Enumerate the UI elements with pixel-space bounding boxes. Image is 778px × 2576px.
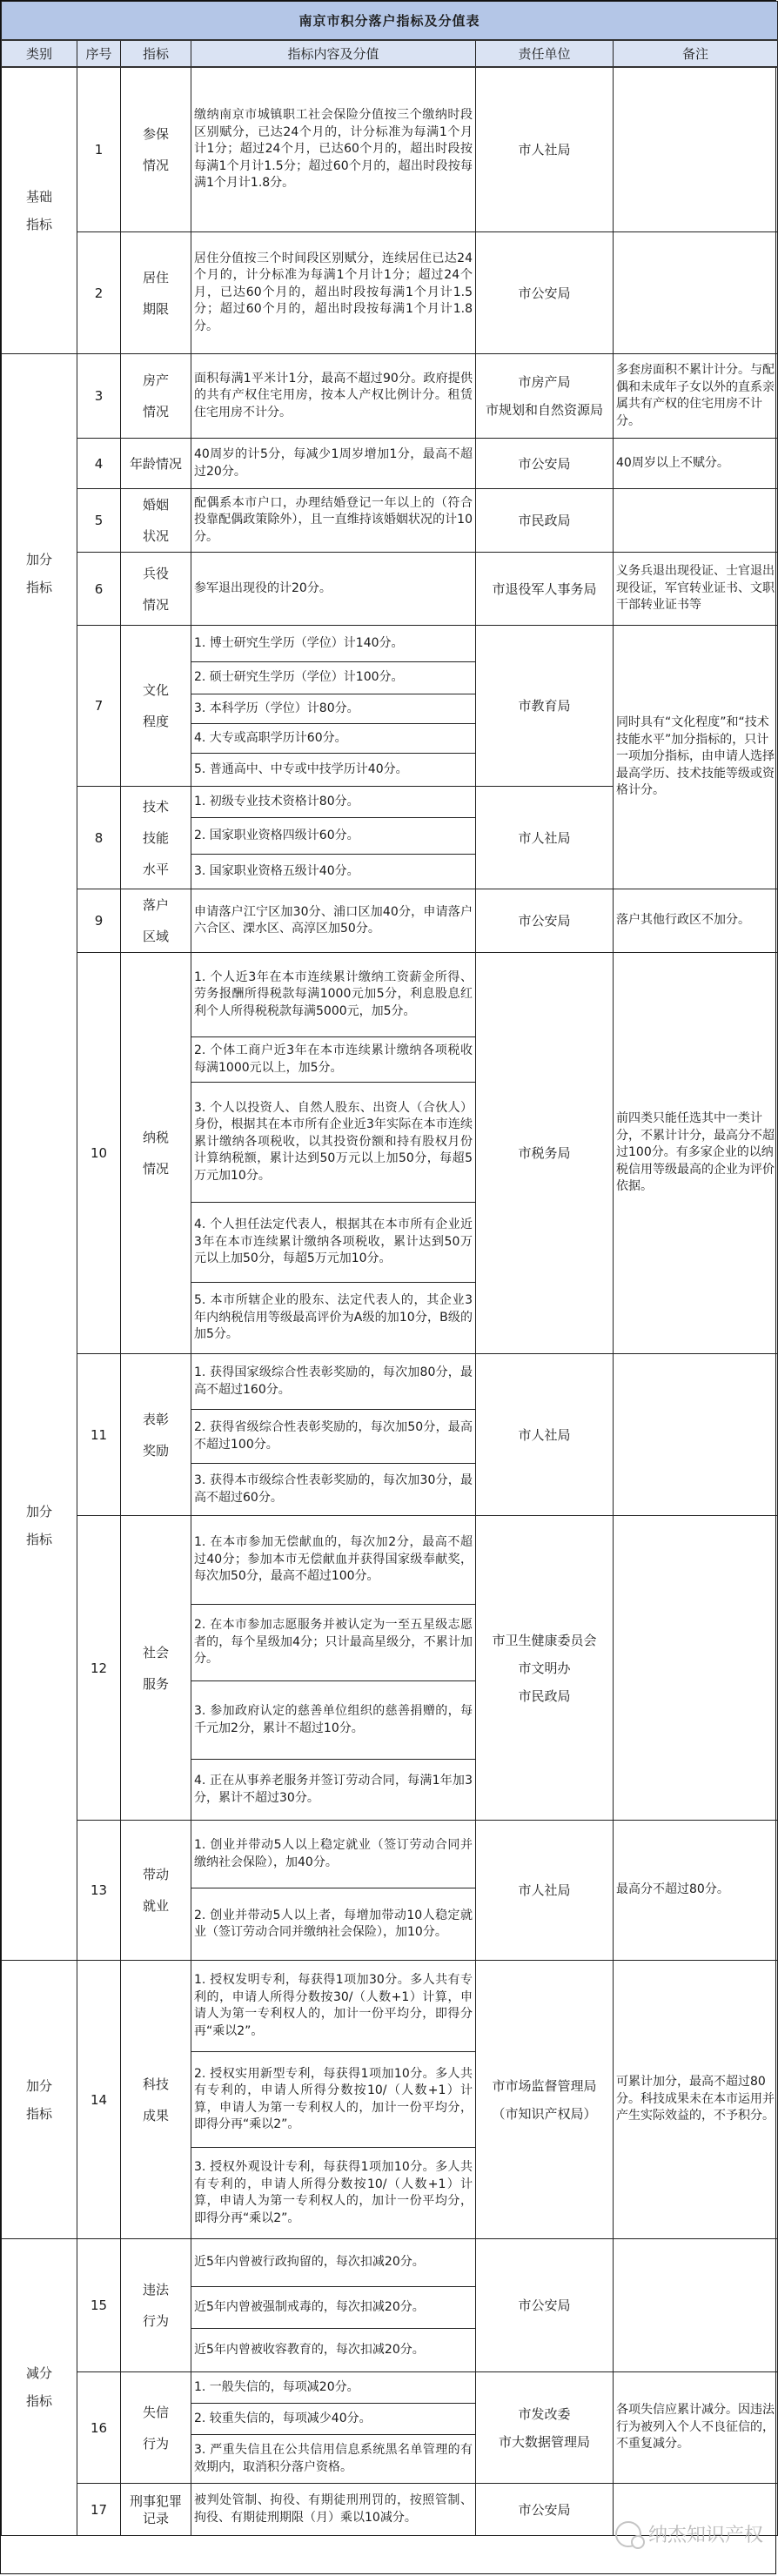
header-unit: 责任单位 [476,40,614,67]
responsible-unit: 市卫生健康委员会 [492,1632,597,1648]
table-row [2,439,778,489]
content-item: 3. 参加政府认定的慈善单位组织的慈善捐赠的，每千元加2分，累计不超过10分。 [191,1681,476,1760]
indicator-label: 区域 [142,929,169,944]
row-number: 4 [77,439,121,489]
indicator-label: 服务 [142,1675,169,1692]
table-row [2,1516,778,1605]
responsible-unit-cell [476,553,614,626]
indicator-cell [121,2372,191,2484]
header-category: 类别 [2,40,77,67]
indicator-label: 违法 [142,2282,169,2298]
responsible-unit: 市文明办 [518,1660,571,1676]
content-item: 1. 一般失信的，每项减20分。 [191,2372,476,2404]
note-cell [614,67,778,232]
content-item: 2. 较重失信的，每项减少40分。 [191,2404,476,2435]
category-label: 指标 [25,2393,52,2409]
responsible-unit: 市教育局 [518,698,571,714]
content-item: 2. 硕士研究生学历（学位）计100分。 [191,662,476,694]
content-item: 3. 严重失信且在公共信用信息系统黑名单管理的有效期内，取消积分落户资格。 [191,2435,476,2484]
responsible-unit-cell [476,1961,614,2239]
table-row [2,67,778,232]
responsible-unit-cell [476,626,614,787]
responsible-unit: 市公安局 [518,285,571,301]
category-label: 减分 [25,2365,52,2381]
content-item: 2. 获得省级综合性表彰奖励的，每次加50分，最高不超过100分。 [191,1410,476,1464]
note-cell [614,2239,778,2372]
content-item: 2. 个体工商户近3年在本市连续累计缴纳各项税收每满1000元以上，加5分。 [191,1037,476,1083]
indicator-label: 失信 [142,2404,169,2420]
row-number: 13 [77,1821,121,1961]
row-number: 16 [77,2372,121,2484]
responsible-unit-cell [476,787,614,889]
content-item: 3. 本科学历（学位）计80分。 [191,694,476,724]
row-number: 10 [77,953,121,1354]
category-cell [2,67,77,354]
row-number: 1 [77,67,121,232]
responsible-unit-cell [476,2484,614,2536]
header-number: 序号 [77,40,121,67]
row-number: 3 [77,354,121,439]
responsible-unit: 市人社局 [518,141,571,158]
row-number: 12 [77,1516,121,1821]
responsible-unit: （市知识产权局） [492,2105,597,2122]
row-number: 17 [77,2484,121,2536]
table-row [2,953,778,1037]
note-cell: 义务兵退出现役证、士官退出现役证，军官转业证书、文职干部转业证书等 [614,553,778,626]
table-row [2,2239,778,2287]
responsible-unit-cell [476,1354,614,1516]
responsible-unit: 市民政局 [518,513,571,528]
indicator-label: 房产 [142,372,169,388]
responsible-unit-cell [476,953,614,1354]
content-item: 4. 个人担任法定代表人，根据其在本市所有企业近3年在本市连续累计缴纳各项税收，累计达到50万元以上加50分，每超5万元加10分。 [191,1203,476,1283]
indicator-label: 表彰 [142,1411,169,1427]
responsible-unit: 市市场监督管理局 [492,2077,597,2094]
row-number: 11 [77,1354,121,1516]
indicator-cell [121,2484,191,2536]
indicator-cell [121,232,191,354]
indicator-label: 婚姻 [142,497,169,513]
indicator-label: 带动 [142,1867,169,1882]
indicator-label: 社会 [142,1644,169,1660]
content-item: 参军退出现役的计20分。 [191,553,476,626]
table-row [2,1821,778,1888]
indicator-label: 情况 [142,404,169,419]
responsible-unit-cell [476,1821,614,1961]
responsible-unit-cell [476,489,614,553]
responsible-unit: 市人社局 [518,1882,571,1898]
indicator-label: 成果 [142,2107,169,2123]
table-title: 南京市积分落户指标及分值表 [2,2,778,40]
indicator-cell [121,67,191,232]
indicator-cell [121,439,191,489]
content-item: 被判处管制、拘役、有期徒刑刑罚的，按照管制、拘役、有期徒刑期限（月）乘以10减分。 [191,2484,476,2536]
indicator-label: 期限 [142,300,169,317]
responsible-unit: 市人社局 [518,829,571,846]
indicator-label: 纳税 [142,1130,169,1145]
category-label: 指标 [25,2105,52,2122]
responsible-unit-cell [476,232,614,354]
wechat-icon [615,2521,641,2547]
table-row [2,553,778,626]
note-cell [614,489,778,553]
note-cell: 可累计加分，最高不超过80分。科技成果未在本市运用并产生实际效益的，不予积分。 [614,1961,778,2239]
note-cell: 最高分不超过80分。 [614,1821,778,1961]
content-item: 缴纳南京市城镇职工社会保险分值按三个缴纳时段区别赋分，已达24个月的，计分标准为每满1个月计1分；超过24个月，已达60个月的，超出时段按每满1个月计1.5分；超过60个月的，超出时段按每满1个月计1.8分。 [191,67,476,232]
indicator-cell [121,953,191,1354]
header-content: 指标内容及分值 [191,40,476,67]
responsible-unit: 市税务局 [518,1145,571,1161]
table-row [2,626,778,662]
responsible-unit-cell [476,67,614,232]
indicator-label: 技术 [142,798,169,815]
responsible-unit-cell [476,889,614,953]
category-cell [2,354,77,1961]
indicator-label: 水平 [142,861,169,877]
responsible-unit-cell [476,2239,614,2372]
indicator-label: 奖励 [142,1442,169,1459]
responsible-unit: 市民政局 [518,1687,571,1704]
table-row [2,232,778,354]
row-number: 2 [77,232,121,354]
table-row [2,1961,778,2052]
category-label: 指标 [25,1532,52,1547]
note-cell: 前四类只能任选其中一类计分，不累计计分，最高分不超过100分。有多家企业的以纳税信用等级最高的企业为评价依据。 [614,953,778,1354]
indicator-label: 情况 [142,1161,169,1177]
responsible-unit: 市公安局 [518,2501,571,2518]
content-item: 近5年内曾被行政拘留的，每次扣减20分。 [191,2239,476,2287]
category-cell [2,2239,77,2536]
indicator-label: 记录 [142,2510,169,2526]
responsible-unit: 市公安局 [518,913,571,929]
content-item: 1. 获得国家级综合性表彰奖励的，每次加80分，最高不超过160分。 [191,1354,476,1410]
indicator-cell [121,787,191,889]
content-item: 近5年内曾被收容教育的，每次扣减20分。 [191,2329,476,2372]
header-note: 备注 [614,40,778,67]
content-item: 1. 在本市参加无偿献血的，每次加2分，最高不超过40分；参加本市无偿献血并获得国家级奉献奖，每次加50分，最高不超过100分。 [191,1516,476,1605]
category-label: 加分 [25,552,52,567]
indicator-label: 情况 [142,157,169,173]
indicator-cell [121,1961,191,2239]
content-item: 配偶系本市户口，办理结婚登记一年以上的（符合投靠配偶政策除外），且一直维持该婚姻状况的计10分。 [191,489,476,553]
header-indicator: 指标 [121,40,191,67]
indicator-label: 兵役 [142,565,169,581]
content-item: 1. 初级专业技术资格计80分。 [191,787,476,818]
indicator-label: 文化 [142,682,169,698]
content-item: 5. 本市所辖企业的股东、法定代表人的，其企业3年内纳税信用等级最高评价为A级的加10分，B级的加5分。 [191,1283,476,1354]
row-number: 9 [77,889,121,953]
indicator-cell [121,889,191,953]
indicator-label: 状况 [142,528,169,544]
content-item: 4. 正在从事养老服务并签订劳动合同，每满1年加3分，累计不超过30分。 [191,1760,476,1821]
table-row [2,889,778,953]
indicator-cell [121,626,191,787]
note-cell [614,232,778,354]
content-item: 4. 大专或高职学历计60分。 [191,724,476,754]
row-number: 7 [77,626,121,787]
indicator-cell [121,1821,191,1961]
content-item: 居住分值按三个时间段区别赋分，连续居住已达24个月的，计分标准为每满1个月计1分；超过24个月，已达60个月的，超出时段按每满1个月计1.5分；超过60个月的，超出时段按每满1个月计1.8分。 [191,232,476,354]
indicator-cell [121,2239,191,2372]
indicator-label: 居住 [142,269,169,285]
responsible-unit: 市公安局 [518,2298,571,2313]
note-cell: 多套房面积不累计计分。与配偶和未成年子女以外的直系亲属共有产权的住宅用房不计分。 [614,354,778,439]
watermark-text: 纳杰知识产权 [647,2525,763,2546]
content-item: 2. 创业并带动5人以上者，每增加带动10人稳定就业（签订劳动合同并缴纳社会保险），加10分。 [191,1888,476,1961]
responsible-unit: 市公安局 [518,455,571,472]
content-item: 3. 授权外观设计专利，每获得1项加10分。多人共有专利的，申请人所得分数按10/（人数+1）计算，申请人为第一专利权人的，加计一份平均分，即得分再“乘以2”。 [191,2148,476,2239]
row-number: 14 [77,1961,121,2239]
responsible-unit: 市大数据管理局 [498,2433,590,2450]
indicator-label: 落户 [142,897,169,913]
indicator-cell [121,553,191,626]
indicator-cell [121,354,191,439]
note-cell: 各项失信应累计减分。因违法行为被列入个人不良征信的，不重复减分。 [614,2372,778,2484]
indicator-label: 情况 [142,596,169,613]
content-item: 3. 获得本市级综合性表彰奖励的，每次加30分，最高不超过60分。 [191,1464,476,1516]
responsible-unit: 市人社局 [518,1426,571,1443]
indicator-cell [121,489,191,553]
content-item: 3. 个人以投资人、自然人股东、出资人（合伙人）身份，根据其在本市所有企业近3年实际在本市连续累计缴纳各项税收，以其投资份额和持有股权月份计算纳税额，累计达到50万元以上加50分，每超5万元加10分。 [191,1083,476,1203]
indicator-cell [121,1516,191,1821]
indicator-label: 刑事犯罪 [129,2492,182,2509]
note-cell [614,1354,778,1516]
content-item: 2. 国家职业资格四级计60分。 [191,818,476,855]
content-item: 申请落户江宁区加30分、浦口区加40分，申请落户六合区、溧水区、高淳区加50分。 [191,889,476,953]
note-cell: 40周岁以上不赋分。 [614,439,778,489]
responsible-unit-cell [476,1516,614,1821]
content-item: 1. 博士研究生学历（学位）计140分。 [191,626,476,662]
indicator-label: 就业 [142,1898,169,1914]
table-row [2,489,778,553]
category-label: 基础 [25,188,52,205]
content-item: 1. 创业并带动5人以上稳定就业（签订劳动合同并缴纳社会保险），加40分。 [191,1821,476,1888]
indicator-label: 行为 [142,2435,169,2452]
responsible-unit: 市退役军人事务局 [492,580,597,597]
note-cell: 同时具有“文化程度”和“技术技能水平”加分指标的，只计一项加分指标，由申请人选择最高学历、技术技能等级或资格计分。 [614,626,778,889]
table-row [2,1354,778,1410]
category-label: 指标 [25,216,52,232]
indicator-label: 科技 [142,2076,169,2092]
indicator-label: 行为 [142,2313,169,2329]
content-item: 1. 个人近3年在本市连续累计缴纳工资薪金所得、劳务报酬所得税款每满1000元加5分，利息股息红利个人所得税税款每满5000元，加5分。 [191,953,476,1037]
content-item: 近5年内曾被强制戒毒的，每次扣减20分。 [191,2287,476,2329]
content-item: 2. 授权实用新型专利，每获得1项加10分。多人共有专利的，申请人所得分数按10/（人数+1）计算，申请人为第一专利权人的，加计一份平均分，即得分再“乘以2”。 [191,2052,476,2148]
note-cell [614,1516,778,1821]
table-row [2,2372,778,2404]
category-label: 指标 [25,580,52,595]
responsible-unit: 市规划和自然资源局 [485,402,603,418]
table-row [2,354,778,439]
watermark [615,2520,763,2547]
content-item: 2. 在本市参加志愿服务并被认定为一至五星级志愿者的，每个星级加4分；只计最高星级分，不累计加分。 [191,1605,476,1681]
content-item: 5. 普通高中、中专或中技学历计40分。 [191,754,476,787]
category-label: 加分 [25,1504,52,1519]
content-item: 40周岁的计5分，每减少1周岁增加1分，最高不超过20分。 [191,439,476,489]
content-item: 3. 国家职业资格五级计40分。 [191,855,476,889]
responsible-unit: 市发改委 [518,2405,571,2422]
responsible-unit: 市房产局 [518,374,571,390]
indicator-label: 年龄情况 [129,455,182,472]
points-table [1,1,778,2536]
category-cell [2,1961,77,2239]
row-number: 5 [77,489,121,553]
responsible-unit-cell [476,439,614,489]
row-number: 8 [77,787,121,889]
responsible-unit-cell [476,2372,614,2484]
indicator-label: 参保 [142,125,169,142]
row-number: 6 [77,553,121,626]
content-item: 面积每满1平米计1分，最高不超过90分。政府提供的共有产权住宅用房，按本人产权比例计分。租赁住宅用房不计分。 [191,354,476,439]
content-item: 1. 授权发明专利，每获得1项加30分。多人共有专利的，申请人所得分数按30/（人数+1）计算，申请人为第一专利权人的，加计一份平均分，即得分再“乘以2”。 [191,1961,476,2052]
indicator-cell [121,1354,191,1516]
responsible-unit-cell [476,354,614,439]
category-label: 加分 [25,2077,52,2094]
row-number: 15 [77,2239,121,2372]
indicator-label: 技能 [142,829,169,846]
note-cell: 落户其他行政区不加分。 [614,889,778,953]
indicator-label: 程度 [142,714,169,729]
